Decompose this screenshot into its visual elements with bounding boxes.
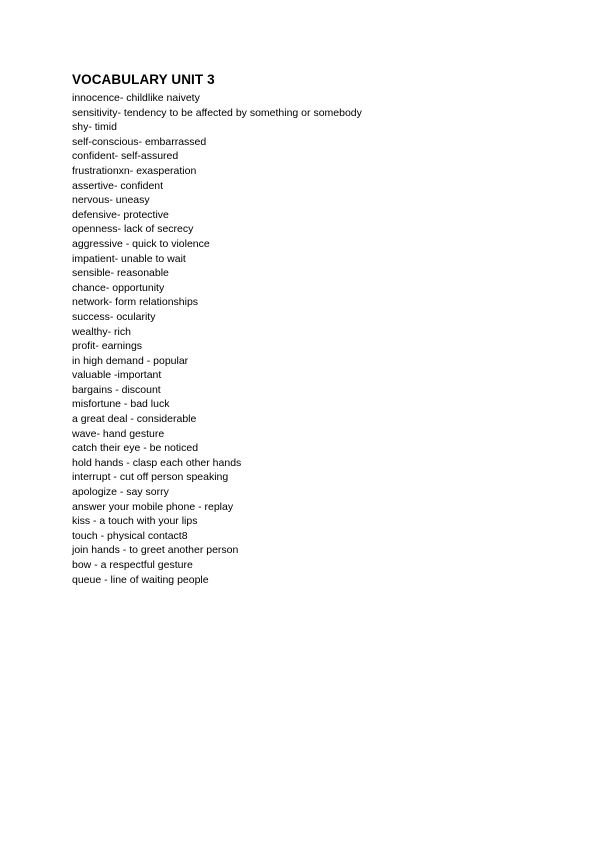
document-content xyxy=(72,72,552,587)
vocabulary-entry: kiss - a touch with your lips xyxy=(72,515,198,528)
vocabulary-entry: impatient- unable to wait xyxy=(72,252,186,265)
vocabulary-entry: misfortune - bad luck xyxy=(72,398,170,411)
vocabulary-entry: innocence- childlike naivety xyxy=(72,92,200,104)
vocabulary-entry: apologize - say sorry xyxy=(72,486,169,499)
vocabulary-entry: openness- lack of secrecy xyxy=(72,223,194,236)
vocabulary-entry: wave- hand gesture xyxy=(72,427,165,440)
vocabulary-entry: success- ocularity xyxy=(72,310,156,323)
vocabulary-entry: queue - line of waiting people xyxy=(72,573,209,586)
vocabulary-entry: bow - a respectful gesture xyxy=(72,559,193,571)
vocabulary-entry: defensive- protective xyxy=(72,208,169,221)
vocabulary-entry: hold hands - clasp each other hands xyxy=(72,456,242,469)
vocabulary-entry: bargains - discount xyxy=(72,383,161,396)
vocabulary-entry: profit- earnings xyxy=(72,340,143,353)
page-title: VOCABULARY UNIT 3 xyxy=(72,72,215,87)
vocabulary-entry: self-conscious- embarrassed xyxy=(72,135,207,148)
vocabulary-entry: interrupt - cut off person speaking xyxy=(72,471,229,484)
vocabulary-entry: assertive- confident xyxy=(72,179,164,192)
vocabulary-entry: frustrationxn- exasperation xyxy=(72,164,197,177)
vocabulary-entry: answer your mobile phone - replay xyxy=(72,500,234,513)
vocabulary-entry: join hands - to greet another person xyxy=(72,544,239,557)
vocabulary-entry: in high demand - popular xyxy=(72,354,189,367)
vocabulary-entry: sensitivity- tendency to be affected by something or somebody xyxy=(72,106,362,119)
vocabulary-entry: touch - physical contact8 xyxy=(72,529,188,542)
vocabulary-entry: aggressive - quick to violence xyxy=(72,237,210,250)
vocabulary-entry: wealthy- rich xyxy=(72,325,131,338)
vocabulary-entry: shy- timid xyxy=(72,121,117,134)
vocabulary-entry: catch their eye - be noticed xyxy=(72,442,199,455)
vocabulary-entry: network- form relationships xyxy=(72,296,199,309)
vocabulary-entry: sensible- reasonable xyxy=(72,267,169,280)
vocabulary-entry: valuable -important xyxy=(72,369,162,382)
vocabulary-entry: nervous- uneasy xyxy=(72,194,150,207)
vocabulary-list xyxy=(72,91,552,587)
vocabulary-entry: a great deal - considerable xyxy=(72,413,197,426)
vocabulary-entry: chance- opportunity xyxy=(72,281,165,294)
vocabulary-entry: confident- self-assured xyxy=(72,150,179,163)
